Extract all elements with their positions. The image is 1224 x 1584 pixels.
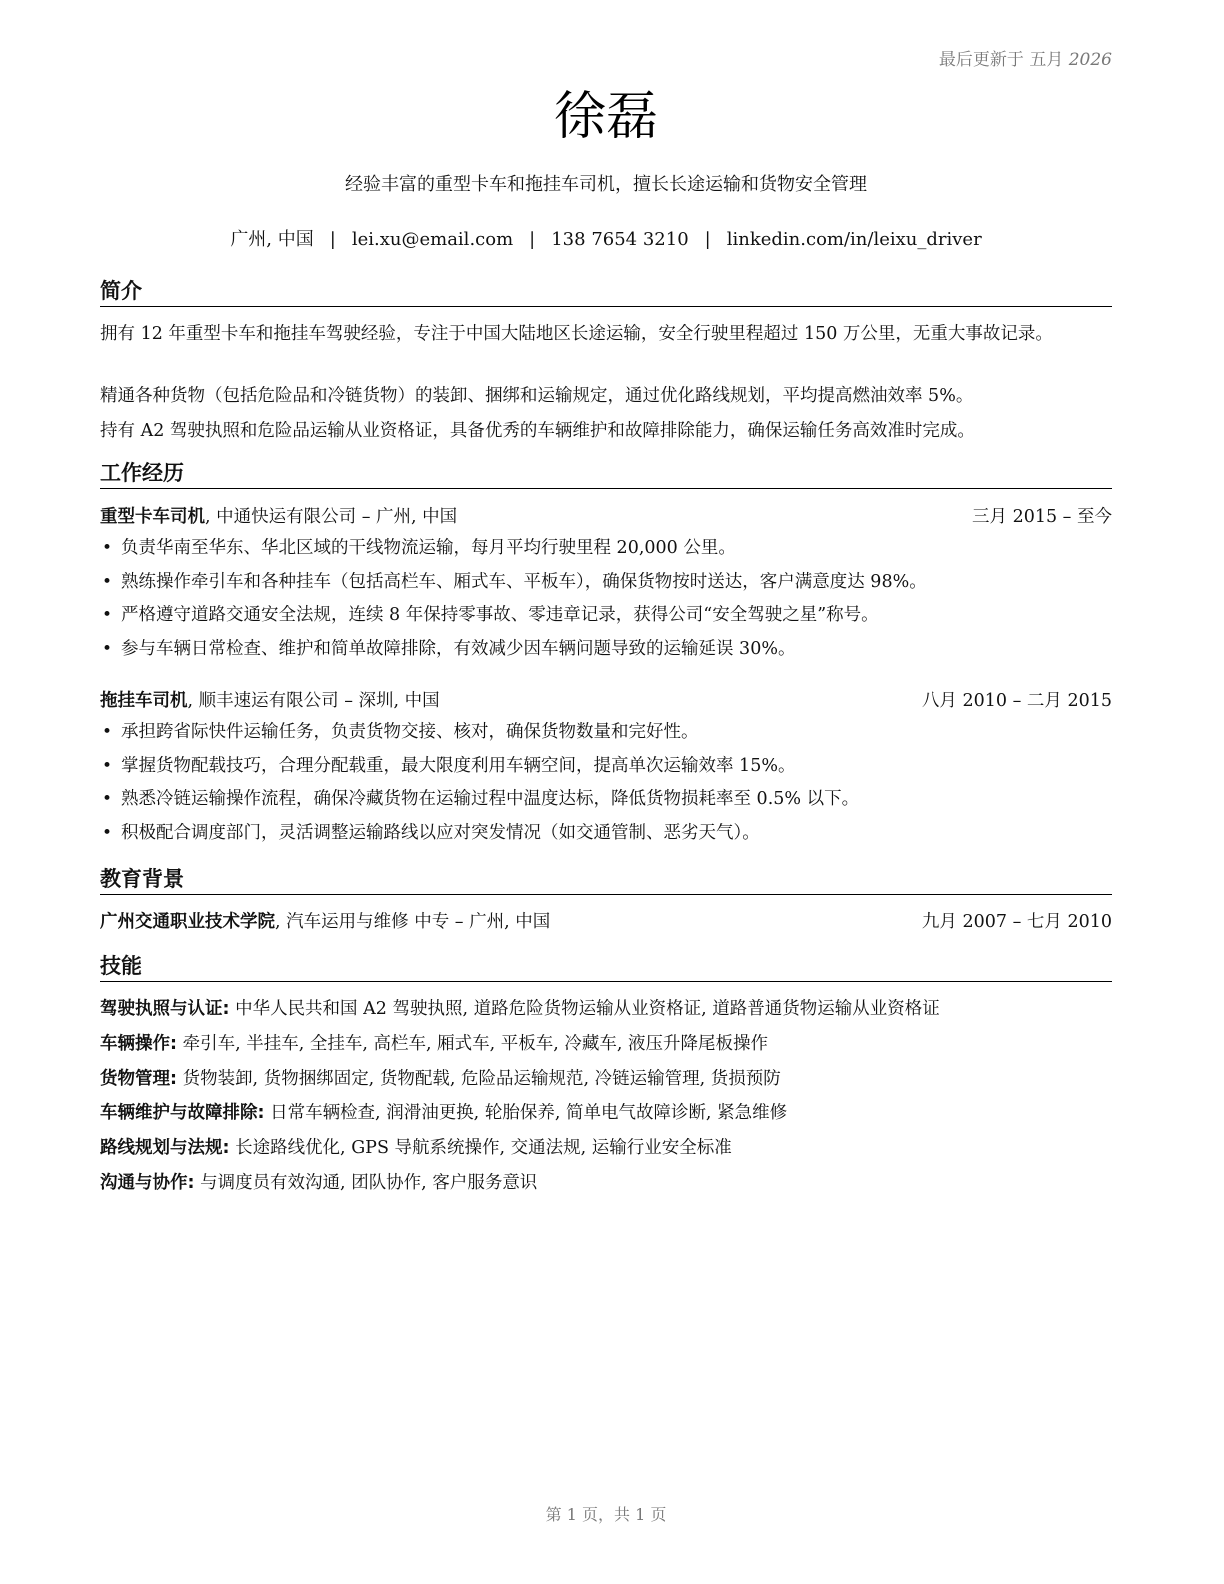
bullet-dot: • [102, 722, 113, 742]
job-bullet [100, 637, 1112, 661]
contact-separator: | [329, 229, 336, 250]
page-footer: 第 1 页，共 1 页 [545, 1505, 667, 1524]
job-date: 三月 2015 – 至今 [972, 507, 1112, 527]
job-bullet [100, 720, 1112, 744]
job-role: 重型卡车司机 [100, 507, 205, 527]
skill-list: 牵引车, 半挂车, 全挂车, 高栏车, 厢式车, 平板车, 冷藏车, 液压升降尾板操作 [177, 1034, 768, 1054]
bullet-text: 参与车辆日常检查、维护和简单故障排除，有效减少因车辆问题导致的运输延误 30%。 [121, 639, 796, 659]
job-bullet [100, 754, 1112, 778]
contact-separator: | [704, 229, 711, 250]
job-bullet [100, 787, 1112, 811]
job-company: , 顺丰速运有限公司 – 深圳, 中国 [187, 691, 440, 711]
education-program: , 汽车运用与维修 中专 – 广州, 中国 [275, 912, 551, 932]
contact-phone: 138 7654 3210 [551, 229, 689, 250]
bullet-dot: • [102, 639, 113, 659]
skill-category: 车辆操作: [100, 1034, 177, 1054]
last-updated [939, 45, 1112, 70]
skill-row [100, 1067, 1112, 1091]
section-title-experience: 工作经历 [100, 459, 1112, 489]
skill-list: 日常车辆检查, 润滑油更换, 轮胎保养, 简单电气故障诊断, 紧急维修 [264, 1103, 788, 1123]
job-bullet [100, 570, 1112, 594]
skill-row [100, 1032, 1112, 1056]
last-updated-month: 最后更新于 五月 [938, 50, 1064, 70]
bullet-text: 负责华南至华东、华北区域的干线物流运输，每月平均行驶里程 20,000 公里。 [121, 538, 736, 558]
section-title-skills: 技能 [100, 952, 1112, 982]
section-title-summary: 简介 [100, 277, 1112, 307]
job-heading [100, 689, 1112, 713]
candidate-name: 徐磊 [553, 87, 658, 147]
skill-row [100, 1136, 1112, 1160]
job-company: , 中通快运有限公司 – 广州, 中国 [205, 507, 458, 527]
last-updated-year: 2026 [1068, 50, 1112, 70]
bullet-dot: • [102, 572, 113, 592]
skill-row [100, 997, 1112, 1021]
bullet-text: 熟悉冷链运输操作流程，确保冷藏货物在运输过程中温度达标，降低货物损耗率至 0.5% 以下。 [121, 789, 860, 809]
bullet-dot: • [102, 823, 113, 843]
section-title-education: 教育背景 [100, 865, 1112, 895]
bullet-text: 积极配合调度部门，灵活调整运输路线以应对突发情况（如交通管制、恶劣天气）。 [121, 823, 760, 843]
bullet-text: 掌握货物配载技巧，合理分配载重，最大限度利用车辆空间，提高单次运输效率 15%。 [121, 756, 796, 776]
contact-linkedin[interactable]: linkedin.com/in/leixu_driver [726, 229, 982, 250]
bullet-dot: • [102, 605, 113, 625]
tagline: 经验丰富的重型卡车和拖挂车司机，擅长长途运输和货物安全管理 [345, 174, 867, 195]
skill-category: 车辆维护与故障排除: [100, 1103, 265, 1123]
skill-category: 货物管理: [100, 1069, 177, 1089]
bullet-dot: • [102, 789, 113, 809]
skill-category: 沟通与协作: [100, 1173, 195, 1193]
skill-row [100, 1171, 1112, 1195]
bullet-dot: • [102, 756, 113, 776]
bullet-dot: • [102, 538, 113, 558]
job-date: 八月 2010 – 二月 2015 [921, 691, 1112, 711]
skill-list: 中华人民共和国 A2 驾驶执照, 道路危险货物运输从业资格证, 道路普通货物运输从业资格证 [229, 999, 940, 1019]
job-bullet [100, 821, 1112, 845]
education-entry [100, 910, 1112, 934]
bullet-text: 熟练操作牵引车和各种挂车（包括高栏车、厢式车、平板车），确保货物按时送达，客户满意度达 98%。 [121, 572, 927, 592]
skill-category: 驾驶执照与认证: [100, 999, 230, 1019]
summary-paragraph: 持有 A2 驾驶执照和危险品运输从业资格证，具备优秀的车辆维护和故障排除能力，确保运输任务高效准时完成。 [100, 421, 975, 441]
skill-list: 与调度员有效沟通, 团队协作, 客户服务意识 [194, 1173, 538, 1193]
bullet-text: 承担跨省际快件运输任务，负责货物交接、核对，确保货物数量和完好性。 [121, 722, 699, 742]
resume-page [100, 0, 1112, 1584]
summary-paragraph: 精通各种货物（包括危险品和冷链货物）的装卸、捆绑和运输规定，通过优化路线规划，平均提高燃油效率 5%。 [100, 386, 974, 406]
job-role: 拖挂车司机 [100, 691, 188, 711]
job-heading [100, 505, 1112, 529]
skill-row [100, 1101, 1112, 1125]
contact-separator: | [529, 229, 536, 250]
contact-location: 广州, 中国 [230, 229, 314, 250]
skill-list: 长途路线优化, GPS 导航系统操作, 交通法规, 运输行业安全标准 [229, 1138, 732, 1158]
skill-category: 路线规划与法规: [100, 1138, 230, 1158]
job-bullet [100, 603, 1112, 627]
contact-line [100, 225, 1112, 251]
summary-paragraph: 拥有 12 年重型卡车和拖挂车驾驶经验，专注于中国大陆地区长途运输，安全行驶里程超过 150 万公里，无重大事故记录。 [100, 324, 1053, 344]
job-bullet [100, 536, 1112, 560]
contact-email[interactable]: lei.xu@email.com [351, 229, 514, 250]
skill-list: 货物装卸, 货物捆绑固定, 货物配载, 危险品运输规范, 冷链运输管理, 货损预防 [177, 1069, 781, 1089]
bullet-text: 严格遵守道路交通安全法规，连续 8 年保持零事故、零违章记录，获得公司“安全驾驶之星”称号。 [121, 605, 879, 625]
education-date: 九月 2007 – 七月 2010 [921, 912, 1112, 932]
education-school: 广州交通职业技术学院 [100, 912, 275, 932]
